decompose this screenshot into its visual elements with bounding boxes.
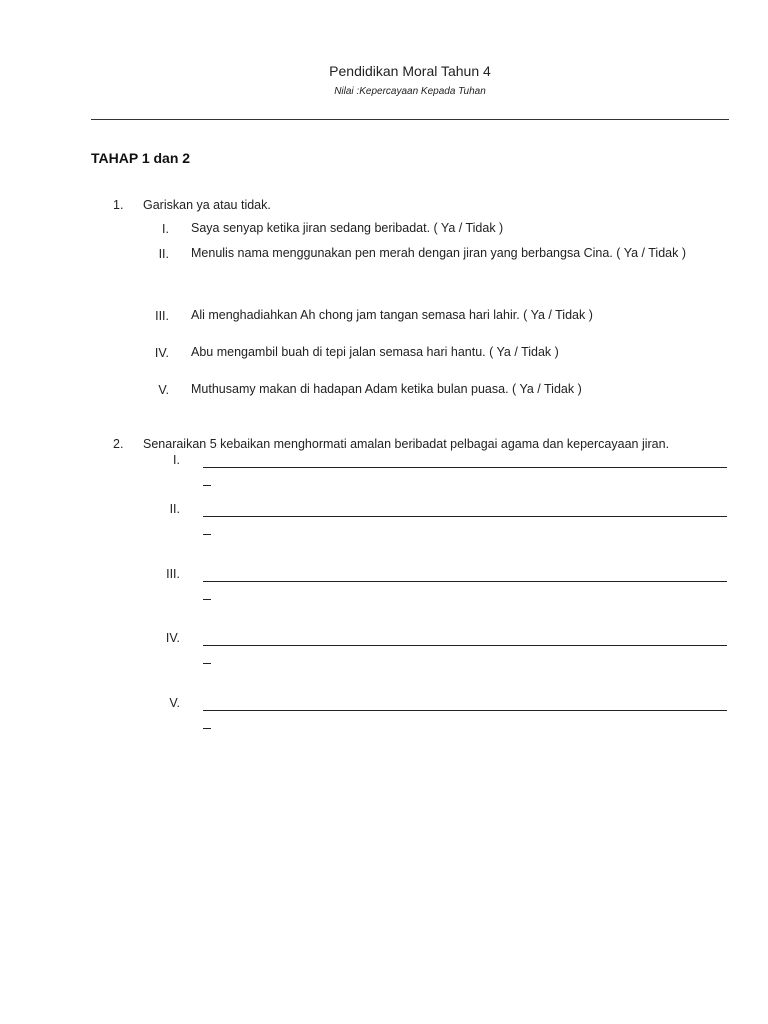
answer-line-continuation xyxy=(203,524,211,535)
roman-numeral: III. xyxy=(166,567,180,581)
roman-numeral: IV. xyxy=(165,631,180,645)
roman-numeral: III. xyxy=(155,309,169,323)
answer-line[interactable] xyxy=(203,635,727,646)
roman-numeral: I. xyxy=(162,222,169,236)
statement-text: Menulis nama menggunakan pen merah dengan jiran yang berbangsa Cina. ( Ya / Tidak ) xyxy=(191,246,686,260)
document-subtitle: Nilai :Kepercayaan Kepada Tuhan xyxy=(334,86,486,97)
statement-text: Saya senyap ketika jiran sedang beribadat. ( Ya / Tidak ) xyxy=(191,221,504,235)
answer-line-continuation xyxy=(203,718,211,729)
answer-line[interactable] xyxy=(203,571,727,582)
statement-text: Abu mengambil buah di tepi jalan semasa hari hantu. ( Ya / Tidak ) xyxy=(191,345,559,359)
question-number: 2. xyxy=(113,437,124,451)
document-title: Pendidikan Moral Tahun 4 xyxy=(329,63,491,79)
question-number: 1. xyxy=(113,198,124,212)
answer-line[interactable] xyxy=(203,457,727,468)
roman-numeral: V. xyxy=(158,383,169,397)
answer-line-continuation xyxy=(203,475,211,486)
statement-text: Muthusamy makan di hadapan Adam ketika bulan puasa. ( Ya / Tidak ) xyxy=(191,382,582,396)
header-divider xyxy=(91,119,729,120)
roman-numeral: IV. xyxy=(154,346,169,360)
roman-numeral: I. xyxy=(173,453,180,467)
answer-line-continuation xyxy=(203,653,211,664)
answer-line[interactable] xyxy=(203,506,727,517)
answer-line[interactable] xyxy=(203,700,727,711)
statement-text: Ali menghadiahkan Ah chong jam tangan semasa hari lahir. ( Ya / Tidak ) xyxy=(191,308,593,322)
roman-numeral: V. xyxy=(169,696,180,710)
roman-numeral: II. xyxy=(169,502,180,516)
roman-numeral: II. xyxy=(158,247,169,261)
question-text: Senaraikan 5 kebaikan menghormati amalan beribadat pelbagai agama dan kepercayaan jiran. xyxy=(143,437,670,451)
answer-line-continuation xyxy=(203,589,211,600)
question-text: Gariskan ya atau tidak. xyxy=(143,198,271,212)
section-heading: TAHAP 1 dan 2 xyxy=(91,150,191,166)
